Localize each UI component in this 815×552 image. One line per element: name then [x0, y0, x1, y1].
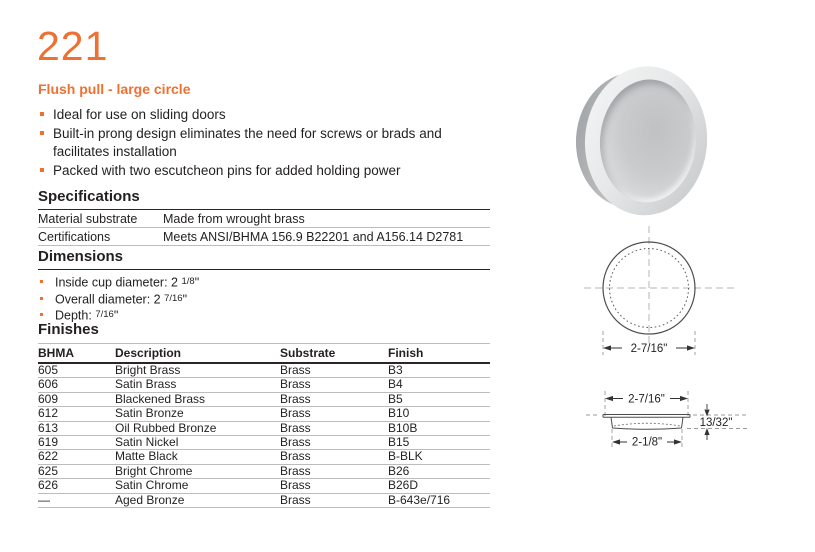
- finishes-cell-substrate: Brass: [280, 464, 388, 478]
- finishes-table-body: [38, 363, 490, 508]
- feature-text: Built-in prong design eliminates the need for screws or brads and facilitates installation: [53, 126, 442, 159]
- specification-label: Certifications: [38, 229, 111, 244]
- finishes-col-finish: Finish: [388, 344, 490, 364]
- finishes-row: [38, 392, 490, 406]
- finishes-cell-bhma: 605: [38, 363, 115, 378]
- square-bullet-icon: [40, 297, 43, 300]
- dimension-unit: ": [113, 308, 119, 323]
- finishes-cell-bhma: 613: [38, 421, 115, 435]
- finishes-row: [38, 436, 490, 450]
- finishes-cell-finish: B15: [388, 436, 490, 450]
- model-number: 221: [37, 23, 109, 69]
- dimensions-section: [38, 248, 490, 324]
- feature-text: Packed with two escutcheon pins for added holding power: [53, 163, 401, 178]
- arrow-left-icon: [612, 439, 620, 444]
- dimension-unit: ": [182, 292, 188, 306]
- specifications-heading: Specifications: [38, 188, 490, 210]
- finishes-cell-finish: B10: [388, 407, 490, 421]
- finishes-row: [38, 493, 490, 507]
- dimension-fraction: 7/16: [95, 309, 114, 320]
- finishes-cell-bhma: 609: [38, 392, 115, 406]
- finishes-cell-substrate: Brass: [280, 493, 388, 507]
- finishes-cell-bhma: 626: [38, 479, 115, 493]
- arrow-right-icon: [687, 345, 695, 350]
- front-diameter-label: 2-7/16": [630, 343, 668, 355]
- arrow-left-icon: [603, 345, 611, 350]
- finishes-heading: Finishes: [38, 321, 99, 338]
- square-bullet-icon: [40, 313, 43, 316]
- finishes-col-bhma: BHMA: [38, 344, 115, 364]
- dimension-unit: ": [194, 275, 200, 290]
- finishes-cell-bhma: 619: [38, 436, 115, 450]
- finishes-cell-bhma: 606: [38, 378, 115, 392]
- finishes-col-substrate: Substrate: [280, 344, 388, 364]
- finishes-header-row: [38, 344, 490, 364]
- finishes-cell-substrate: Brass: [280, 450, 388, 464]
- finishes-cell-finish: B5: [388, 392, 490, 406]
- specification-value: Meets ANSI/BHMA 156.9 B22201 and A156.14 D2781: [163, 229, 464, 244]
- dimension-item: [38, 291, 490, 308]
- dimensions-heading: Dimensions: [38, 248, 490, 270]
- specifications-table: [38, 210, 490, 246]
- feature-list: [38, 106, 493, 181]
- finishes-cell-description: Blackened Brass: [115, 392, 280, 406]
- finishes-cell-finish: B26: [388, 464, 490, 478]
- finishes-cell-description: Satin Bronze: [115, 407, 280, 421]
- dimension-item: [38, 274, 490, 291]
- feature-item: [38, 125, 493, 161]
- finishes-cell-substrate: Brass: [280, 378, 388, 392]
- finishes-cell-substrate: Brass: [280, 479, 388, 493]
- finishes-row: [38, 407, 490, 421]
- finishes-col-description: Description: [115, 344, 280, 364]
- finishes-cell-description: Oil Rubbed Bronze: [115, 421, 280, 435]
- square-bullet-icon: [40, 168, 44, 172]
- finishes-row: [38, 450, 490, 464]
- finishes-cell-description: Bright Chrome: [115, 464, 280, 478]
- cup-inner-dashed-arc: [614, 423, 680, 426]
- side-view-diagram: [586, 376, 771, 456]
- finishes-cell-finish: B-643e/716: [388, 493, 490, 507]
- specification-label: Material substrate: [38, 211, 138, 226]
- overall-width-label: 2-7/16": [628, 393, 665, 406]
- flange-outline: [603, 415, 690, 418]
- square-bullet-icon: [40, 112, 44, 116]
- finishes-table: [38, 343, 490, 508]
- finishes-cell-substrate: Brass: [280, 392, 388, 406]
- finishes-cell-substrate: Brass: [280, 421, 388, 435]
- finishes-cell-finish: B-BLK: [388, 450, 490, 464]
- finishes-cell-bhma: 622: [38, 450, 115, 464]
- finishes-cell-bhma: —: [38, 493, 115, 507]
- finishes-cell-finish: B10B: [388, 421, 490, 435]
- arrow-down-icon: [704, 410, 709, 417]
- finishes-cell-description: Aged Bronze: [115, 493, 280, 507]
- finishes-cell-finish: B3: [388, 363, 490, 378]
- finishes-row: [38, 363, 490, 378]
- square-bullet-icon: [40, 131, 44, 135]
- square-bullet-icon: [40, 280, 43, 283]
- specification-row: [38, 210, 490, 228]
- specifications-section: [38, 188, 490, 246]
- finishes-cell-description: Satin Nickel: [115, 436, 280, 450]
- finishes-cell-bhma: 625: [38, 464, 115, 478]
- finishes-cell-substrate: Brass: [280, 363, 388, 378]
- dimension-fraction: 7/16: [164, 292, 183, 304]
- finishes-cell-description: Matte Black: [115, 450, 280, 464]
- arrow-left-icon: [605, 396, 613, 401]
- finishes-row: [38, 479, 490, 493]
- finishes-cell-description: Bright Brass: [115, 363, 280, 378]
- dimension-text: Inside cup diameter: 2: [55, 275, 182, 290]
- finishes-cell-finish: B4: [388, 378, 490, 392]
- feature-item: [38, 106, 493, 124]
- cup-width-label: 2-1/8": [631, 436, 663, 449]
- finishes-row: [38, 464, 490, 478]
- finishes-section: [38, 321, 490, 508]
- product-title: Flush pull - large circle: [38, 81, 191, 97]
- specification-value: Made from wrought brass: [163, 211, 305, 226]
- depth-label: 13/32": [699, 417, 733, 429]
- feature-text: Ideal for use on sliding doors: [53, 107, 226, 122]
- arrow-up-icon: [704, 428, 709, 435]
- arrow-right-icon: [680, 396, 688, 401]
- finishes-row: [38, 421, 490, 435]
- finishes-cell-bhma: 612: [38, 407, 115, 421]
- dimension-text: Overall diameter: 2: [55, 292, 165, 306]
- specification-row: [38, 228, 490, 246]
- finishes-cell-description: Satin Chrome: [115, 479, 280, 493]
- finishes-cell-description: Satin Brass: [115, 378, 280, 392]
- finishes-cell-substrate: Brass: [280, 407, 388, 421]
- dimension-fraction: 1/8: [181, 276, 195, 287]
- arrow-right-icon: [674, 439, 682, 444]
- finishes-row: [38, 378, 490, 392]
- dimension-list: [38, 274, 490, 324]
- front-view-diagram: [583, 223, 735, 359]
- product-photo: [571, 62, 713, 221]
- dimension-text: Depth:: [55, 308, 96, 323]
- feature-item: [38, 162, 493, 180]
- finishes-cell-substrate: Brass: [280, 436, 388, 450]
- finishes-cell-finish: B26D: [388, 479, 490, 493]
